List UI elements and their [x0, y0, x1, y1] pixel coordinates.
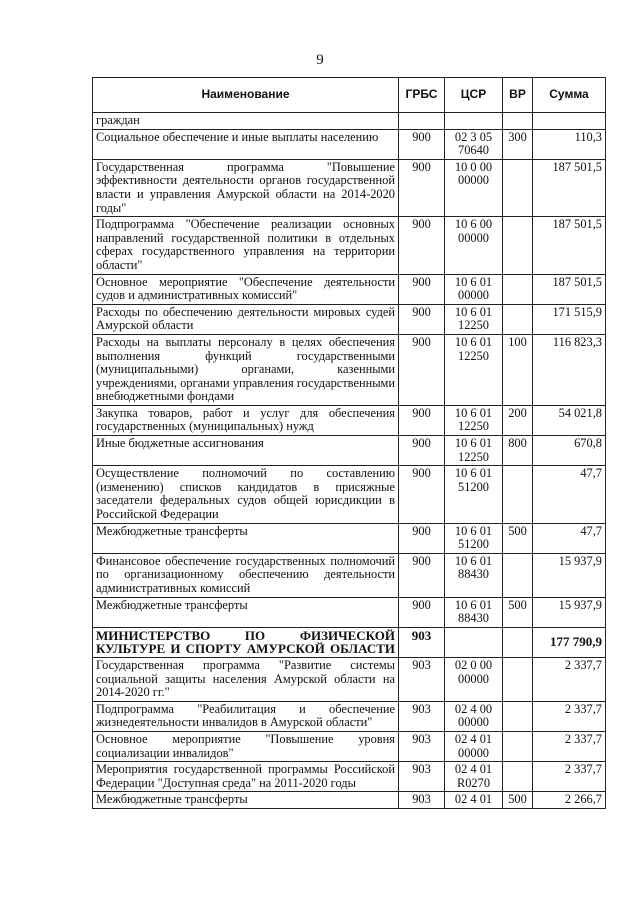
cell-name: Расходы по обеспечению деятельности мировых судей Амурской области	[93, 304, 399, 334]
cell-sum	[533, 113, 606, 130]
cell-csr: 10 6 01 51200	[445, 466, 503, 523]
cell-csr: 10 6 01 12250	[445, 334, 503, 405]
table-row	[93, 792, 606, 809]
cell-csr: 10 6 01 00000	[445, 274, 503, 304]
header-csr: ЦСР	[445, 78, 503, 113]
cell-name: Осуществление полномочий по составлению (изменению) списков кандидатов в присяжные заседатели федеральных судов общей юрисдикции в Российской Федерации	[93, 466, 399, 523]
cell-vr: 800	[503, 436, 533, 466]
header-row	[93, 78, 606, 113]
cell-csr: 10 6 01 88430	[445, 553, 503, 597]
cell-vr: 100	[503, 334, 533, 405]
cell-grbs: 900	[399, 553, 445, 597]
cell-name: Расходы на выплаты персоналу в целях обеспечения выполнения функций государственными (муниципальными) органами, казенными учреждениями, органами управления государственными внебюджетными фондами	[93, 334, 399, 405]
table-row	[93, 159, 606, 216]
cell-sum: 2 337,7	[533, 657, 606, 701]
cell-vr	[503, 657, 533, 701]
table-row	[93, 405, 606, 435]
cell-csr: 10 6 00 00000	[445, 217, 503, 274]
table-row	[93, 129, 606, 159]
cell-vr: 200	[503, 405, 533, 435]
cell-vr	[503, 553, 533, 597]
cell-grbs: 903	[399, 627, 445, 657]
cell-grbs: 903	[399, 701, 445, 731]
cell-grbs: 903	[399, 792, 445, 809]
cell-vr	[503, 762, 533, 792]
cell-csr: 10 6 01 88430	[445, 597, 503, 627]
cell-csr: 10 6 01 51200	[445, 523, 503, 553]
cell-name: Мероприятия государственной программы Российской Федерации "Доступная среда" на 2011-2020 годы	[93, 762, 399, 792]
cell-name: Межбюджетные трансферты	[93, 523, 399, 553]
cell-sum: 171 515,9	[533, 304, 606, 334]
table-row	[93, 657, 606, 701]
cell-sum: 187 501,5	[533, 217, 606, 274]
cell-csr	[445, 627, 503, 657]
cell-vr: 300	[503, 129, 533, 159]
cell-vr	[503, 701, 533, 731]
cell-vr	[503, 731, 533, 761]
cell-grbs: 900	[399, 274, 445, 304]
table-row	[93, 627, 606, 657]
cell-grbs: 900	[399, 405, 445, 435]
cell-grbs: 900	[399, 334, 445, 405]
table-row	[93, 701, 606, 731]
cell-name: Межбюджетные трансферты	[93, 792, 399, 809]
cell-grbs: 900	[399, 466, 445, 523]
table-row	[93, 597, 606, 627]
table-row	[93, 731, 606, 761]
cell-vr	[503, 304, 533, 334]
cell-sum: 187 501,5	[533, 274, 606, 304]
cell-sum: 187 501,5	[533, 159, 606, 216]
budget-table	[92, 77, 606, 809]
cell-name: Иные бюджетные ассигнования	[93, 436, 399, 466]
cell-grbs: 903	[399, 762, 445, 792]
cell-csr: 10 0 00 00000	[445, 159, 503, 216]
table-row	[93, 466, 606, 523]
table-body	[93, 113, 606, 809]
cell-grbs: 900	[399, 217, 445, 274]
cell-name: Финансовое обеспечение государственных полномочий по организационному обеспечению деятельности административных комиссий	[93, 553, 399, 597]
table-row	[93, 553, 606, 597]
cell-sum: 54 021,8	[533, 405, 606, 435]
cell-name: Основное мероприятие "Повышение уровня социализации инвалидов"	[93, 731, 399, 761]
cell-csr: 02 4 01 R0270	[445, 762, 503, 792]
table-row	[93, 304, 606, 334]
cell-vr	[503, 217, 533, 274]
cell-name: Закупка товаров, работ и услуг для обеспечения государственных (муниципальных) нужд	[93, 405, 399, 435]
table-row	[93, 523, 606, 553]
header-name: Наименование	[93, 78, 399, 113]
cell-csr: 02 4 01	[445, 792, 503, 809]
cell-vr	[503, 627, 533, 657]
cell-vr	[503, 113, 533, 130]
cell-name: Основное мероприятие "Обеспечение деятельности судов и административных комиссий"	[93, 274, 399, 304]
cell-name: Межбюджетные трансферты	[93, 597, 399, 627]
table-row	[93, 436, 606, 466]
cell-sum: 2 337,7	[533, 701, 606, 731]
cell-grbs: 900	[399, 597, 445, 627]
cell-sum: 2 337,7	[533, 731, 606, 761]
cell-vr	[503, 274, 533, 304]
cell-csr: 10 6 01 12250	[445, 405, 503, 435]
cell-sum: 15 937,9	[533, 553, 606, 597]
table-row	[93, 762, 606, 792]
cell-csr: 02 4 01 00000	[445, 731, 503, 761]
cell-grbs: 900	[399, 129, 445, 159]
cell-csr: 02 3 05 70640	[445, 129, 503, 159]
cell-sum: 15 937,9	[533, 597, 606, 627]
cell-grbs: 900	[399, 523, 445, 553]
cell-csr	[445, 113, 503, 130]
table-row	[93, 217, 606, 274]
cell-vr: 500	[503, 597, 533, 627]
cell-name: Государственная программа "Развитие системы социальной защиты населения Амурской области на 2014-2020 гг."	[93, 657, 399, 701]
cell-sum: 47,7	[533, 466, 606, 523]
cell-name: МИНИСТЕРСТВО ПО ФИЗИЧЕСКОЙ КУЛЬТУРЕ И СПОРТУ АМУРСКОЙ ОБЛАСТИ	[93, 627, 399, 657]
cell-name: Социальное обеспечение и иные выплаты населению	[93, 129, 399, 159]
cell-name: Государственная программа "Повышение эффективности деятельности органов государственной власти и управления Амурской области на 2014-2020 годы"	[93, 159, 399, 216]
cell-grbs: 900	[399, 436, 445, 466]
cell-csr: 10 6 01 12250	[445, 436, 503, 466]
header-vr: ВР	[503, 78, 533, 113]
cell-vr	[503, 466, 533, 523]
cell-sum: 47,7	[533, 523, 606, 553]
cell-name: Подпрограмма "Обеспечение реализации основных направлений государственной политики в отдельных сферах государственного управления на территории области"	[93, 217, 399, 274]
cell-vr: 500	[503, 523, 533, 553]
header-sum: Сумма	[533, 78, 606, 113]
cell-csr: 10 6 01 12250	[445, 304, 503, 334]
page-number: 9	[316, 52, 324, 68]
cell-sum: 670,8	[533, 436, 606, 466]
cell-grbs: 903	[399, 657, 445, 701]
cell-sum: 2 337,7	[533, 762, 606, 792]
cell-sum: 116 823,3	[533, 334, 606, 405]
cell-csr: 02 0 00 00000	[445, 657, 503, 701]
cell-sum: 177 790,9	[533, 627, 606, 657]
cell-name: граждан	[93, 113, 399, 130]
cell-vr	[503, 159, 533, 216]
cell-grbs: 903	[399, 731, 445, 761]
cell-name: Подпрограмма "Реабилитация и обеспечение жизнедеятельности инвалидов в Амурской области"	[93, 701, 399, 731]
table-row	[93, 113, 606, 130]
cell-sum: 2 266,7	[533, 792, 606, 809]
table-header	[93, 78, 606, 113]
cell-csr: 02 4 00 00000	[445, 701, 503, 731]
table-row	[93, 334, 606, 405]
cell-grbs: 900	[399, 159, 445, 216]
cell-grbs	[399, 113, 445, 130]
cell-vr: 500	[503, 792, 533, 809]
header-grbs: ГРБС	[399, 78, 445, 113]
table-row	[93, 274, 606, 304]
cell-sum: 110,3	[533, 129, 606, 159]
cell-grbs: 900	[399, 304, 445, 334]
